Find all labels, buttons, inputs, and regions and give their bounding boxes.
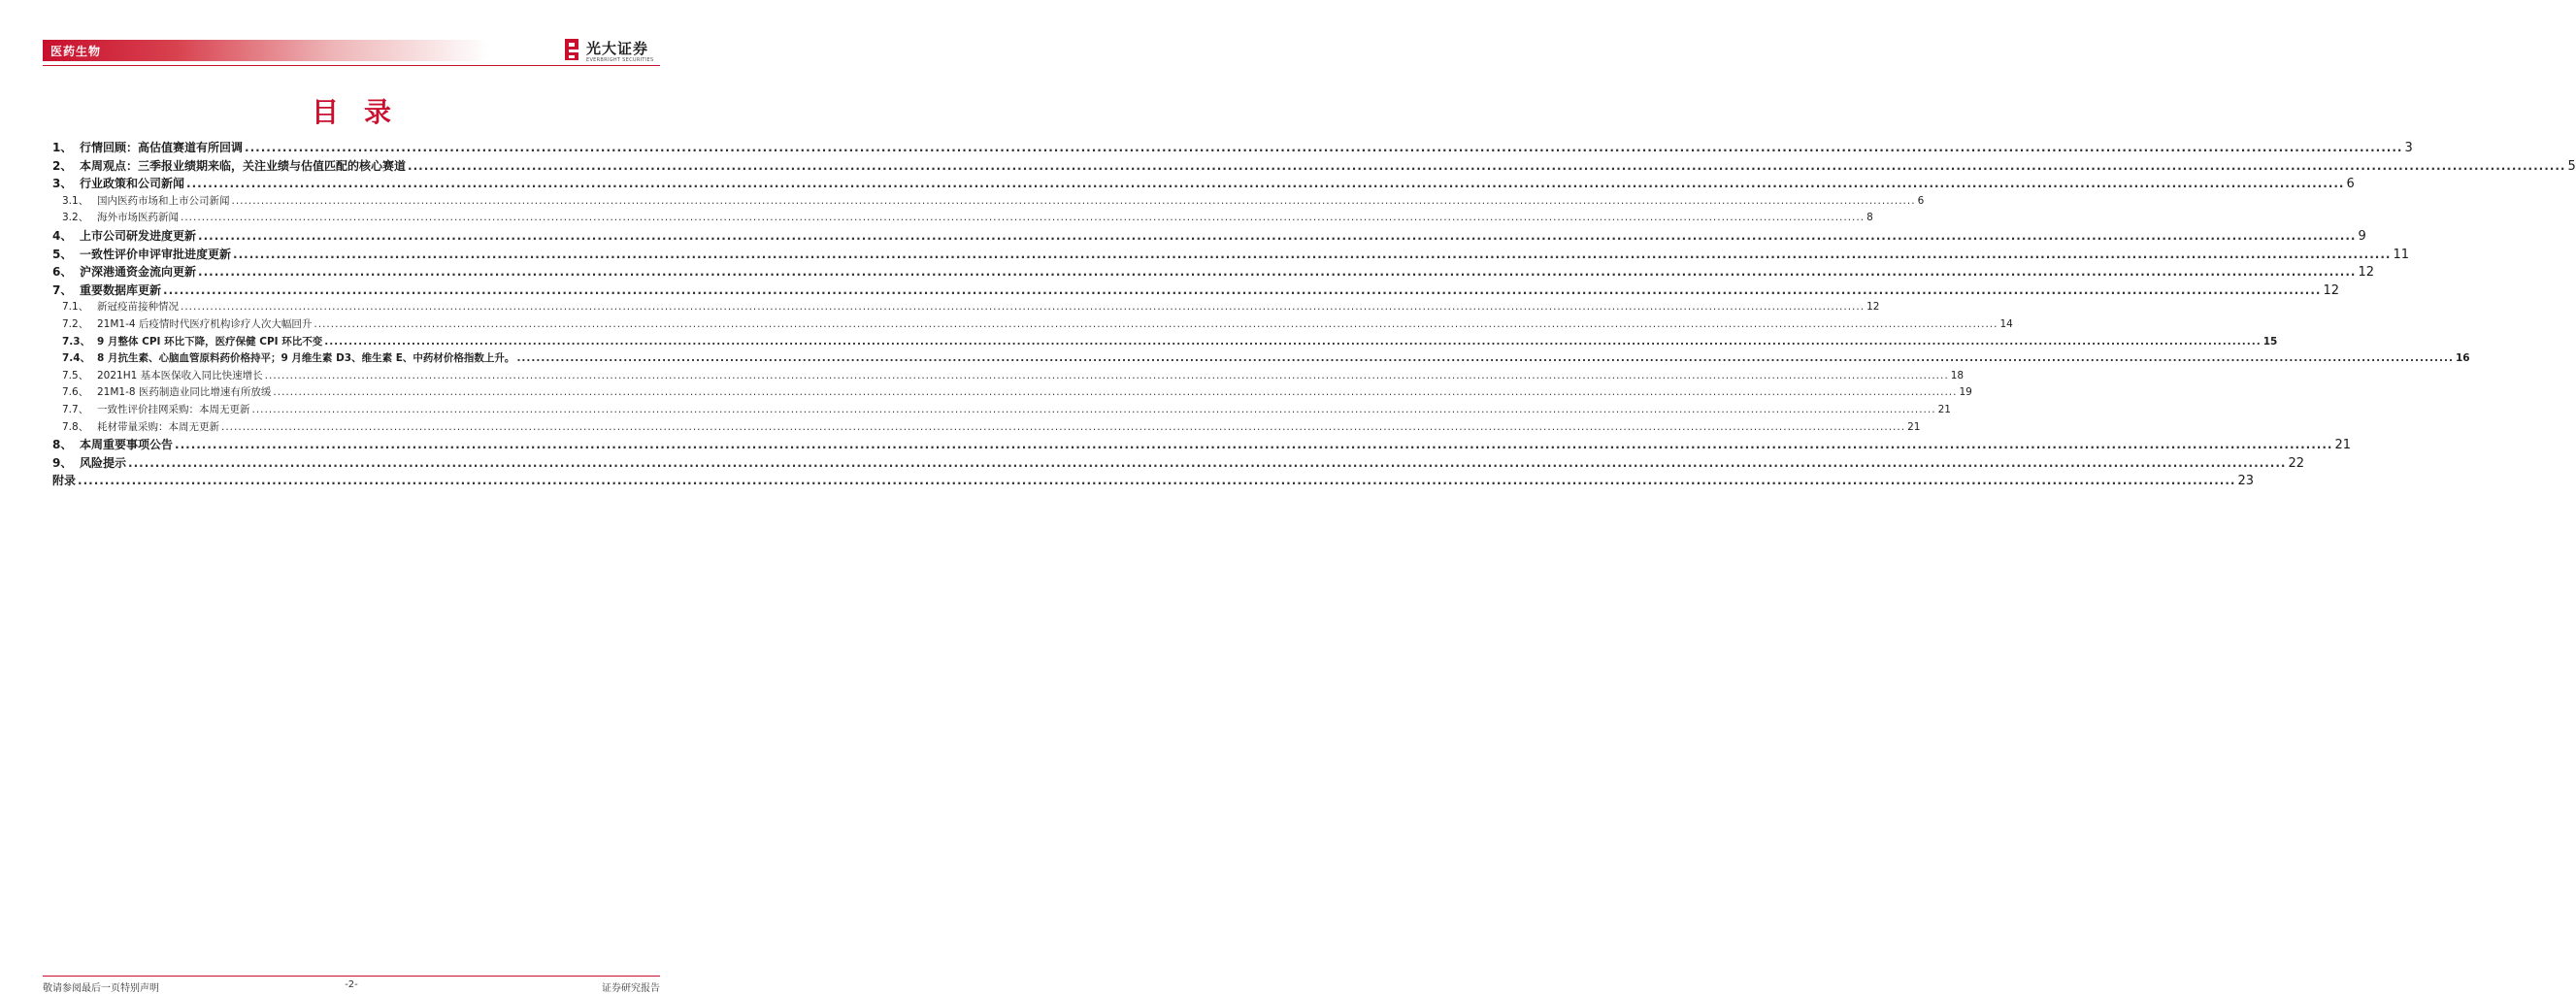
toc-entry-page: 12 — [2358, 265, 2374, 281]
toc-entry-text: 重要数据库更新 — [80, 282, 162, 297]
toc-leader-dots: ................................................................................................................................................................................................................................................................................................................................................................................................................ — [324, 335, 2262, 348]
toc-entry-label — [52, 334, 322, 348]
toc-leader-dots: ................................................................................................................................................................................................................................................................................................................................................................................................................ — [163, 282, 2322, 297]
toc-entry-text: 本周重要事项公告 — [80, 438, 174, 452]
toc-entry-text: 一致性评价挂网采购：本周无更新 — [97, 403, 250, 415]
toc-entry[interactable] — [52, 384, 1972, 402]
toc-entry-number: 7.2、 — [62, 317, 89, 330]
toc-entry-number: 7.5、 — [62, 369, 89, 381]
toc-entry-text: 耗材带量采购：本周无更新 — [97, 420, 219, 433]
toc-entry-text: 21M1-4 后疫情时代医疗机构诊疗人次大幅回升 — [97, 317, 313, 330]
toc-entry[interactable] — [52, 263, 2374, 282]
brand-subtitle: EVERBRIGHT SECURITIES — [586, 57, 654, 63]
toc-entry-number: 4、 — [52, 228, 73, 243]
toc-entry[interactable] — [52, 350, 2470, 368]
toc-entry-number: 2、 — [52, 158, 73, 173]
toc-entry-label — [52, 384, 271, 399]
toc-leader-dots: ................................................................................................................................................................................................................................................................................................................................................................................................................ — [314, 317, 1998, 330]
toc-entry-page: 19 — [1959, 386, 1972, 399]
toc-entry-page: 12 — [2323, 282, 2339, 298]
toc-entry-label — [52, 210, 179, 224]
toc-entry-page: 23 — [2237, 474, 2254, 489]
toc-leader-dots: ................................................................................................................................................................................................................................................................................................................................................................................................................ — [175, 438, 2333, 452]
toc-entry-label — [52, 472, 76, 488]
toc-entry-page: 6 — [1917, 194, 1925, 207]
toc-entry-label — [52, 282, 161, 298]
toc-entry-page: 21 — [1937, 403, 1951, 415]
toc-entry-label — [52, 246, 231, 262]
toc-entry-text: 上市公司研发进度更新 — [80, 228, 197, 243]
toc-entry-label — [52, 419, 219, 434]
toc-leader-dots: ................................................................................................................................................................................................................................................................................................................................................................................................................ — [516, 352, 2454, 365]
header-divider — [43, 65, 660, 66]
toc-entry-label — [52, 402, 250, 416]
section-banner — [43, 40, 489, 61]
section-label: 医药生物 — [50, 45, 102, 58]
toc-entry-text: 海外市场医药新闻 — [97, 212, 179, 224]
toc-entry-number: 7.4、 — [62, 352, 91, 365]
toc-entry-page: 18 — [1950, 369, 1965, 381]
toc-leader-dots: ................................................................................................................................................................................................................................................................................................................................................................................................................ — [198, 265, 2357, 280]
toc-entry[interactable] — [52, 316, 2013, 334]
toc-entry[interactable] — [52, 193, 1925, 211]
page-number: -2- — [345, 979, 358, 990]
toc-leader-dots: ................................................................................................................................................................................................................................................................................................................................................................................................................ — [245, 141, 2403, 154]
toc-leader-dots: ................................................................................................................................................................................................................................................................................................................................................................................................................ — [198, 228, 2357, 243]
toc-entry-label — [52, 316, 312, 331]
toc-entry-page: 21 — [2334, 438, 2351, 453]
toc-entry-label — [52, 350, 514, 365]
toc-entry-number: 7.6、 — [62, 386, 89, 399]
toc-entry[interactable] — [52, 419, 1921, 437]
brand-mark-icon — [563, 37, 582, 62]
toc-entry-number: 7.8、 — [62, 420, 89, 433]
toc-entry[interactable] — [52, 402, 1951, 419]
toc-entry-label — [52, 139, 243, 155]
toc-leader-dots: ................................................................................................................................................................................................................................................................................................................................................................................................................ — [181, 301, 1866, 314]
toc-entry-number: 1、 — [52, 141, 73, 154]
footer-disclaimer: 敬请参阅最后一页特别声明 — [43, 983, 159, 994]
toc-entry[interactable] — [52, 282, 2339, 300]
toc-entry[interactable] — [52, 454, 2304, 473]
toc-entry-text: 风险提示 — [80, 455, 127, 470]
toc-entry[interactable] — [52, 246, 2409, 264]
toc-leader-dots: ................................................................................................................................................................................................................................................................................................................................................................................................................ — [264, 369, 1949, 381]
toc-entry[interactable] — [52, 472, 2254, 490]
toc-entry-page: 12 — [1866, 301, 1880, 314]
toc-entry-number: 7.7、 — [62, 403, 89, 415]
toc-entry-label — [52, 227, 196, 244]
toc-entry-text: 沪深港通资金流向更新 — [80, 265, 197, 280]
toc-entry-text: 9 月整体 CPI 环比下降，医疗保健 CPI 环比不变 — [97, 335, 323, 348]
toc-entry-text: 行情回顾：高估值赛道有所回调 — [80, 141, 244, 154]
toc-entry[interactable] — [52, 139, 2413, 157]
toc-entry[interactable] — [52, 210, 1873, 227]
toc-entry-page: 9 — [2358, 228, 2366, 244]
brand-name: 光大证券 — [586, 40, 649, 57]
toc-entry[interactable] — [52, 436, 2351, 454]
toc-entry-page: 21 — [1907, 420, 1921, 433]
toc-entry-text: 国内医药市场和上市公司新闻 — [97, 194, 230, 207]
toc-entry-number: 7.1、 — [62, 301, 89, 314]
toc-entry-text: 一致性评价申评审批进度更新 — [80, 247, 232, 261]
toc-entry-number: 8、 — [52, 438, 73, 452]
toc-leader-dots: ................................................................................................................................................................................................................................................................................................................................................................................................................ — [181, 212, 1866, 224]
toc-leader-dots: ................................................................................................................................................................................................................................................................................................................................................................................................................ — [186, 177, 2345, 191]
toc-entry-label — [52, 436, 173, 452]
toc-entry-number: 7.3、 — [62, 335, 91, 348]
toc-leader-dots: ................................................................................................................................................................................................................................................................................................................................................................................................................ — [233, 247, 2392, 261]
toc-entry-label — [52, 175, 184, 191]
toc-leader-dots: ................................................................................................................................................................................................................................................................................................................................................................................................................ — [221, 420, 1906, 433]
toc-entry[interactable] — [52, 334, 2278, 351]
toc-entry-page: 11 — [2393, 247, 2409, 262]
toc-entry-label — [52, 263, 196, 280]
toc-leader-dots: ................................................................................................................................................................................................................................................................................................................................................................................................................ — [78, 474, 2236, 488]
toc-entry[interactable] — [52, 368, 1965, 385]
toc-entry[interactable] — [52, 227, 2366, 246]
toc-entry-label — [52, 299, 179, 314]
toc-entry[interactable] — [52, 175, 2355, 193]
toc-entry-page: 16 — [2455, 352, 2470, 365]
toc-entry-page: 15 — [2262, 335, 2278, 348]
toc-entry-text: 本周观点：三季报业绩期来临，关注业绩与估值匹配的核心赛道 — [80, 158, 407, 173]
page-title: 目录 — [311, 96, 416, 128]
toc-entry-page: 5 — [2567, 158, 2576, 174]
toc-entry-number: 9、 — [52, 455, 73, 470]
toc-entry-text: 2021H1 基本医保收入同比快速增长 — [97, 369, 263, 381]
toc-entry-number: 6、 — [52, 265, 73, 280]
toc-entry-page: 14 — [1999, 317, 2013, 330]
brand-logo — [563, 37, 660, 66]
toc-leader-dots: ................................................................................................................................................................................................................................................................................................................................................................................................................ — [251, 403, 1936, 415]
toc-entry-label — [52, 157, 406, 174]
toc-entry[interactable] — [52, 299, 1880, 316]
toc-entry-text: 8 月抗生素、心脑血管原料药价格持平；9 月维生素 D3、维生素 E、中药材价格指数上升。 — [97, 352, 515, 365]
toc-entry-page: 8 — [1866, 212, 1873, 224]
table-of-contents — [52, 139, 2576, 490]
toc-leader-dots: ................................................................................................................................................................................................................................................................................................................................................................................................................ — [408, 158, 2566, 173]
toc-entry-label — [52, 368, 263, 382]
toc-entry-text: 新冠疫苗接种情况 — [97, 301, 179, 314]
toc-entry-text: 21M1-8 医药制造业同比增速有所放缓 — [97, 386, 272, 399]
toc-entry-page: 22 — [2288, 455, 2304, 471]
toc-entry-page: 3 — [2404, 141, 2413, 155]
toc-entry-page: 6 — [2346, 177, 2355, 192]
footer-report-type: 证券研究报告 — [602, 983, 660, 994]
toc-entry-label — [52, 454, 126, 471]
toc-entry-label — [52, 193, 230, 208]
toc-entry-number: 5、 — [52, 247, 73, 261]
footer-divider — [43, 976, 660, 977]
toc-entry[interactable] — [52, 157, 2576, 176]
toc-leader-dots: ................................................................................................................................................................................................................................................................................................................................................................................................................ — [231, 194, 1916, 207]
toc-leader-dots: ................................................................................................................................................................................................................................................................................................................................................................................................................ — [273, 386, 1958, 399]
toc-leader-dots: ................................................................................................................................................................................................................................................................................................................................................................................................................ — [128, 455, 2287, 470]
toc-entry-number: 3.2、 — [62, 212, 89, 224]
toc-entry-number: 3、 — [52, 177, 73, 191]
toc-entry-text: 行业政策和公司新闻 — [80, 177, 185, 191]
toc-entry-text: 附录 — [52, 474, 77, 488]
toc-entry-number: 7、 — [52, 282, 73, 297]
toc-entry-number: 3.1、 — [62, 194, 89, 207]
